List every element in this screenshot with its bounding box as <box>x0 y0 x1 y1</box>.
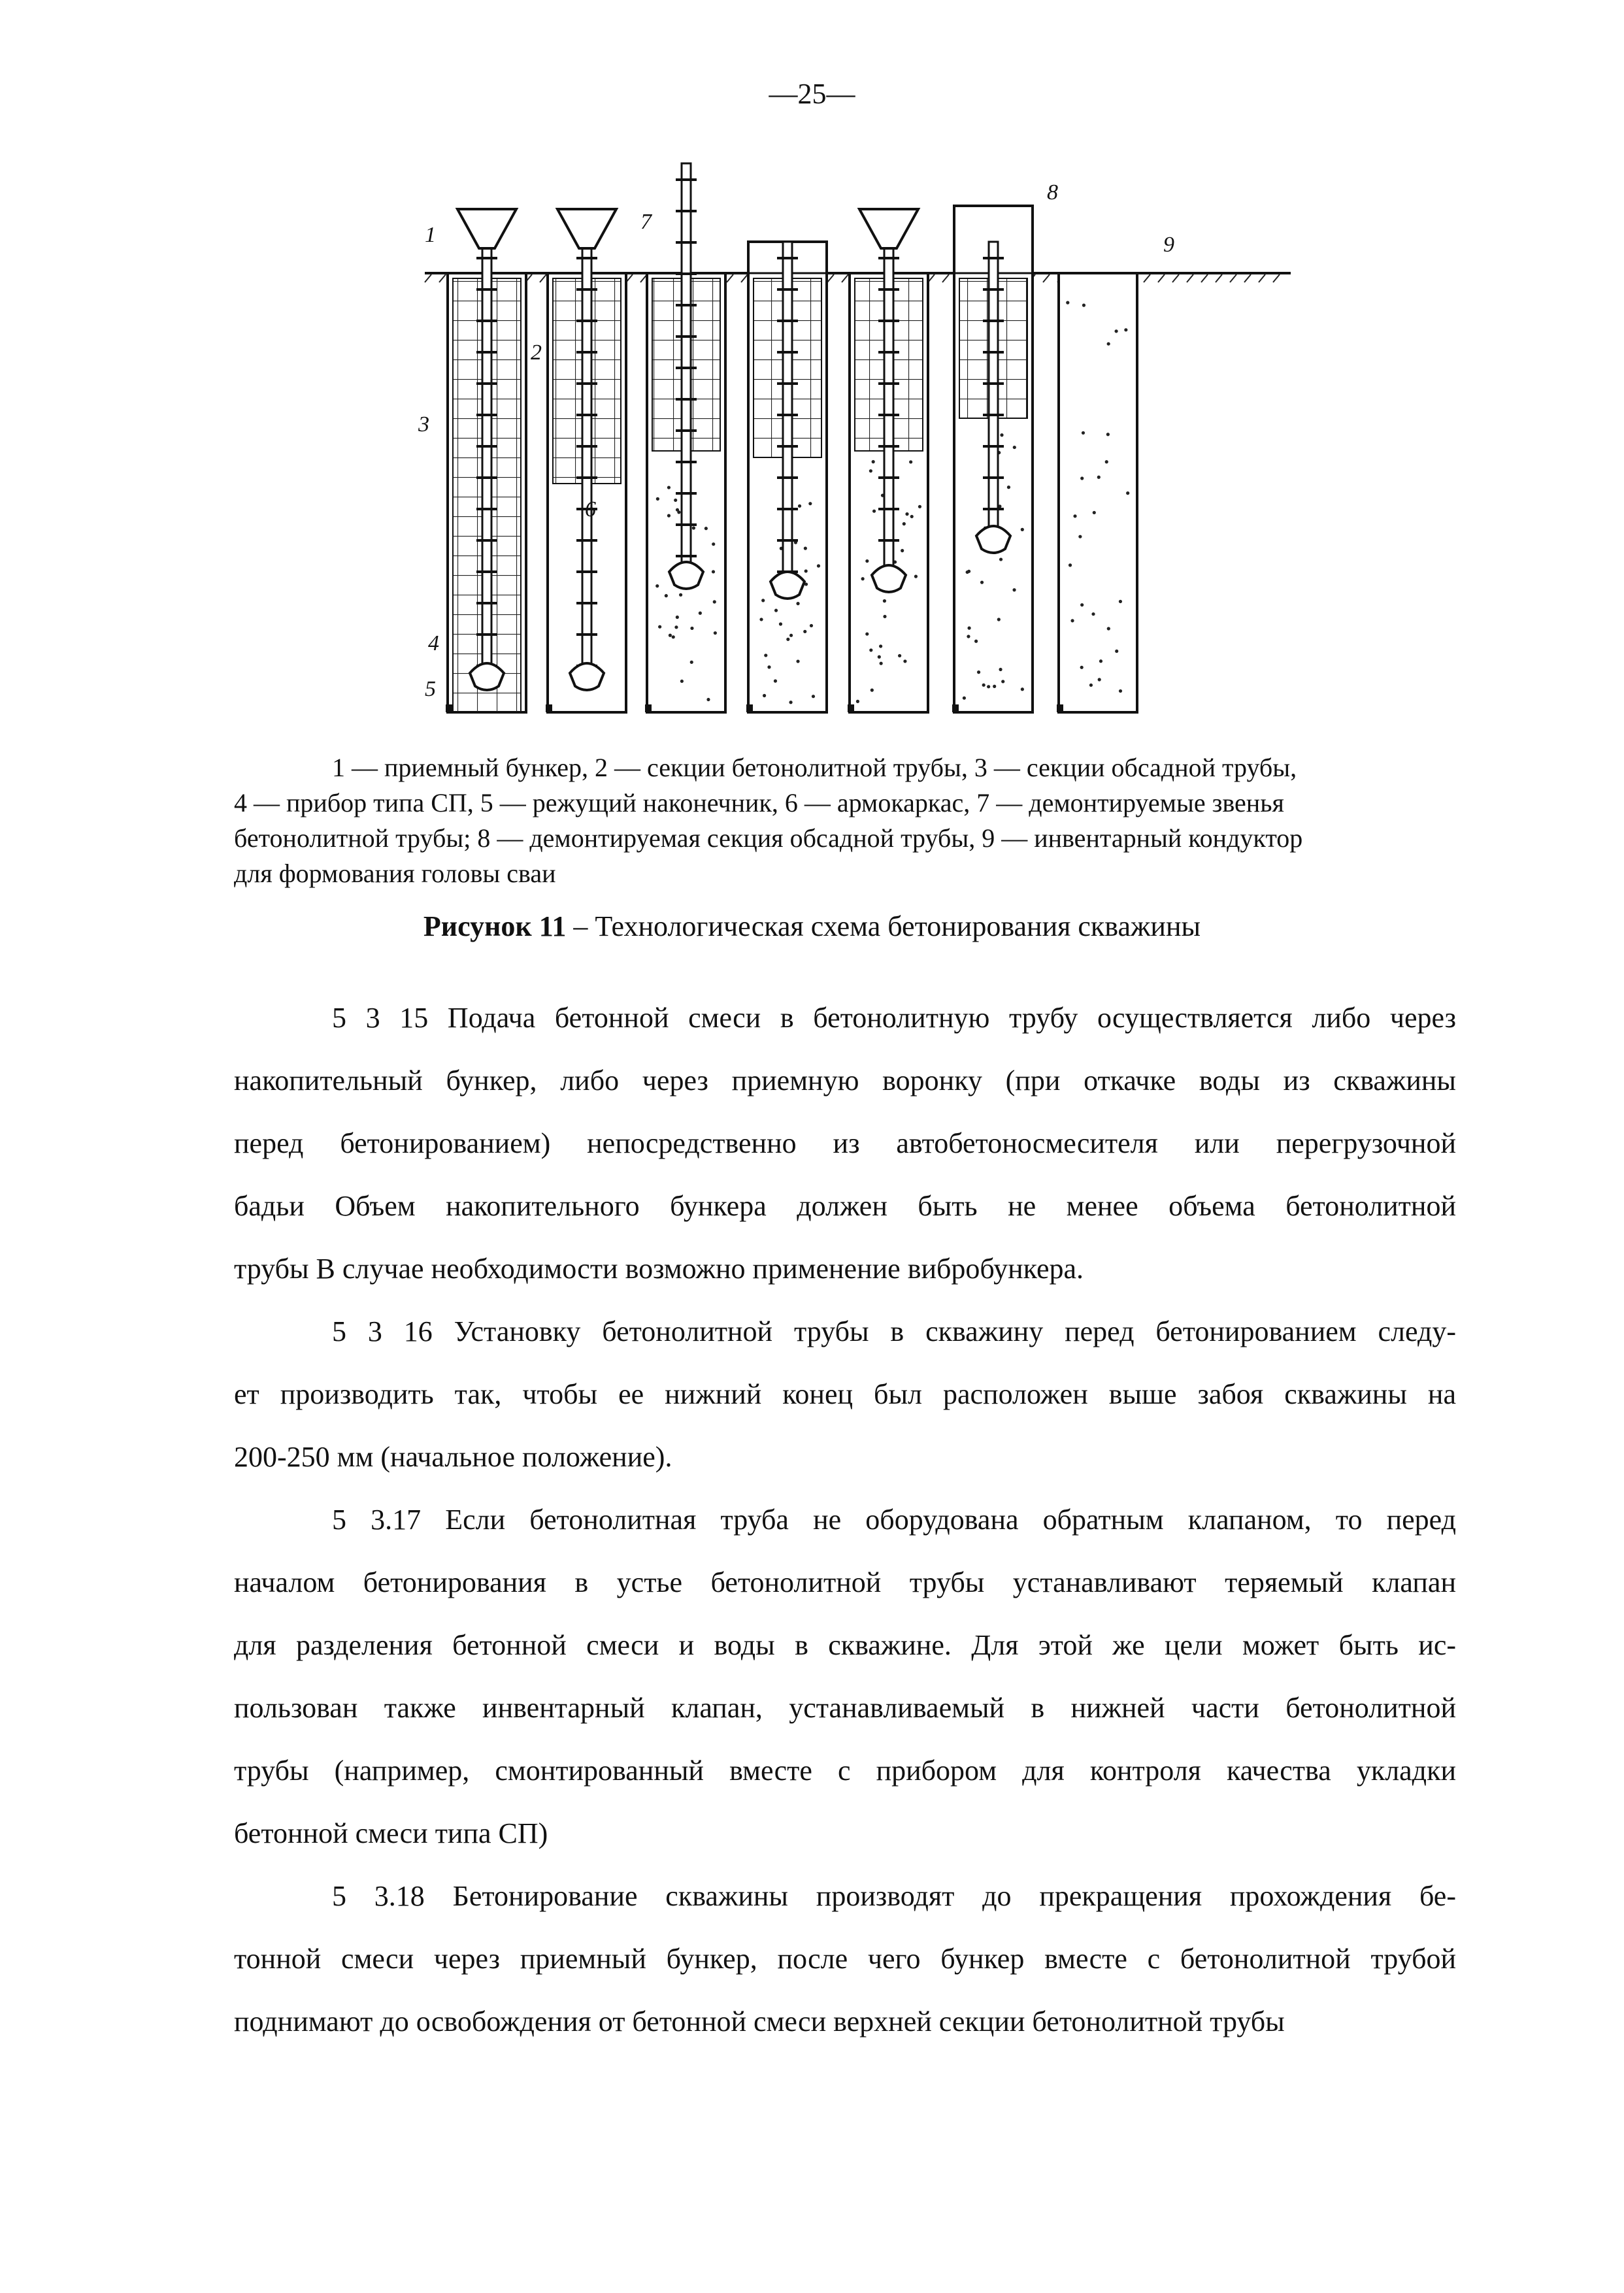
concrete-dot <box>967 570 970 573</box>
sp-device <box>570 663 604 690</box>
concrete-dot <box>898 654 901 657</box>
concrete-dot <box>1099 659 1102 663</box>
sp-device <box>771 572 804 599</box>
concrete-dot <box>967 635 970 638</box>
sp-device <box>872 565 906 592</box>
concrete-dot <box>880 662 883 665</box>
concrete-dot <box>1082 431 1085 435</box>
concrete-dot <box>1093 511 1096 514</box>
concrete-dot <box>796 602 799 605</box>
text-line: трубы В случае необходимости возможно применение вибробункера. <box>234 1253 1084 1285</box>
concrete-dot <box>856 700 859 703</box>
stage <box>1057 273 1137 712</box>
figure-legend <box>234 750 1456 891</box>
concrete-dot <box>997 618 1001 621</box>
legend-line: для формования головы сваи <box>234 859 556 888</box>
concrete-dot <box>1115 650 1118 653</box>
figure-concreting-scheme <box>418 144 1297 719</box>
sp-device <box>669 562 703 589</box>
text-line: пользован также инвентарный клапан, устанавливаемый в нижней части бетонолитной <box>234 1692 1456 1724</box>
tremie-pipe <box>989 242 998 536</box>
paragraph-5-3-16 <box>234 1300 1456 1489</box>
text-line: 5 3 15 Подача бетонной смеси в бетонолитную трубу осуществляется либо через <box>332 1002 1456 1034</box>
concrete-dot <box>963 697 966 700</box>
concrete-dot <box>680 680 684 683</box>
concrete-dot <box>1066 301 1069 304</box>
concrete-dot <box>667 514 671 518</box>
concrete-dot <box>883 599 886 602</box>
concrete-dot <box>1082 304 1085 307</box>
concrete-dot <box>903 659 906 663</box>
concrete-dot <box>1070 619 1074 622</box>
text-line: началом бетонирования в устье бетонолитной трубы устанавливают теряемый клапан <box>234 1566 1456 1598</box>
concrete-dot <box>764 653 767 657</box>
cutting-tip <box>952 704 959 712</box>
concrete-dot <box>1080 476 1084 480</box>
concrete-dot <box>909 460 912 463</box>
concrete-dot <box>1124 328 1127 331</box>
concrete-dot <box>1126 491 1129 495</box>
tremie-pipe <box>884 242 893 575</box>
hatch-stroke <box>1043 274 1050 282</box>
text-line: 200-250 мм (начальное положение). <box>234 1441 672 1473</box>
concrete-dot <box>914 575 918 578</box>
hatch-stroke <box>425 274 431 282</box>
concrete-dot <box>1073 514 1076 518</box>
hatch-stroke <box>1259 274 1265 282</box>
hatch-stroke <box>741 274 748 282</box>
concrete-dot <box>918 505 921 508</box>
hatch-stroke <box>1273 274 1280 282</box>
casing <box>1059 273 1137 712</box>
concrete-dot <box>706 698 710 701</box>
concrete-dot <box>870 689 874 692</box>
concrete-dot <box>774 680 777 683</box>
concrete-dot <box>1106 433 1110 436</box>
concrete-dot <box>676 616 679 619</box>
concrete-dot <box>967 627 970 630</box>
concrete-dot <box>714 631 717 635</box>
stage <box>746 242 827 712</box>
hatch-stroke <box>1216 274 1222 282</box>
concrete-dot <box>817 564 820 567</box>
concrete-dot <box>999 668 1002 671</box>
concrete-dot <box>1001 680 1004 683</box>
concrete-dot <box>1119 600 1122 603</box>
hatch-stroke <box>540 274 546 282</box>
concrete-dot <box>869 469 872 472</box>
concrete-dot <box>677 510 680 514</box>
concrete-dot <box>669 634 672 637</box>
caption-text: – Технологическая схема бетонирования скважины <box>566 910 1201 942</box>
tremie-pipe <box>582 242 591 673</box>
concrete-dot <box>812 695 815 698</box>
concrete-dot <box>786 638 789 641</box>
concrete-dot <box>690 627 693 630</box>
concrete-dot <box>1069 563 1072 567</box>
callout-label: 1 <box>425 223 436 247</box>
hatch-stroke <box>727 274 733 282</box>
concrete-dot <box>679 593 682 597</box>
concrete-dot <box>699 612 702 615</box>
concrete-dot <box>674 625 678 629</box>
concrete-dot <box>712 570 715 573</box>
hatch-stroke <box>439 274 446 282</box>
concrete-dot <box>796 659 799 663</box>
legend-line: 1 — приемный бункер, 2 — секции бетонолитной трубы, 3 — секции обсадной трубы, <box>332 753 1297 782</box>
concrete-dot <box>808 502 812 505</box>
callout-label: 5 <box>425 677 436 701</box>
callout-label: 8 <box>1047 180 1058 205</box>
tremie-pipe <box>783 242 792 582</box>
hatch-stroke <box>1158 274 1165 282</box>
cutting-tip <box>546 704 552 712</box>
concrete-dot <box>903 522 906 525</box>
concrete-dot <box>674 499 677 502</box>
concrete-dot <box>993 685 996 688</box>
page-number: —25— <box>769 78 855 110</box>
paragraph-5-3-15 <box>234 987 1456 1300</box>
sp-device <box>976 526 1010 553</box>
concrete-dot <box>1114 329 1118 333</box>
concrete-dot <box>672 635 675 638</box>
concrete-dot <box>982 684 986 687</box>
sp-device <box>470 663 504 690</box>
text-line: трубы (например, смонтированный вместе с прибором для контроля качества укладки <box>234 1755 1456 1787</box>
stages <box>446 163 1137 712</box>
hatch-stroke <box>1230 274 1236 282</box>
concrete-dot <box>1119 689 1122 693</box>
legend-line: бетонолитной трубы; 8 — демонтируемая секция обсадной трубы, 9 — инвентарный кондуктор <box>234 823 1303 853</box>
concrete-dot <box>774 609 778 612</box>
concrete-dot <box>861 577 865 580</box>
hatch-stroke <box>827 274 834 282</box>
cutting-tip <box>446 704 452 712</box>
concrete-dot <box>789 634 793 637</box>
concrete-dot <box>767 665 771 668</box>
cutting-tip <box>1057 704 1063 712</box>
concrete-dot <box>692 526 695 529</box>
text-line: перед бетонированием) непосредственно из автобетоносмесителя или перегрузочной <box>234 1127 1456 1159</box>
cutting-tip <box>848 704 854 712</box>
legend-line: 4 — прибор типа СП, 5 — режущий наконечник, 6 — армокаркас, 7 — демонтируемые звенья <box>234 788 1284 817</box>
hatch-stroke <box>1172 274 1179 282</box>
concrete-dot <box>1097 476 1101 479</box>
callout-label: 6 <box>585 497 596 521</box>
stage <box>848 209 928 712</box>
concrete-dot <box>1012 588 1016 591</box>
text-line: 5 3 16 Установку бетонолитной трубы в скважину перед бетонированием следу- <box>332 1315 1456 1347</box>
paragraph-5-3-17 <box>234 1489 1456 1865</box>
stage <box>645 163 725 712</box>
concrete-dot <box>1021 687 1024 691</box>
hopper-funnel <box>557 209 616 248</box>
concrete-dot <box>974 640 978 643</box>
concrete-dot <box>658 625 661 629</box>
concrete-dot <box>690 661 693 664</box>
concrete-dot <box>804 569 808 572</box>
hopper-funnel <box>457 209 516 248</box>
text-line: тонной смеси через приемный бункер, после чего бункер вместе с бетонолитной трубой <box>234 1943 1456 1975</box>
concrete-dot <box>810 624 813 627</box>
concrete-dot <box>901 549 904 552</box>
concrete-dot <box>665 594 668 597</box>
concrete-dot <box>872 460 875 463</box>
concrete-dot <box>656 497 659 501</box>
concrete-dot <box>763 694 766 697</box>
concrete-dot <box>1105 460 1108 463</box>
concrete-dot <box>667 486 671 489</box>
concrete-dot <box>1089 684 1093 687</box>
concrete-dot <box>1080 666 1084 669</box>
concrete-dot <box>878 655 881 659</box>
figure-caption <box>0 910 1624 943</box>
concrete-dot <box>779 622 782 625</box>
concrete-dot <box>879 644 882 648</box>
concrete-dot <box>1078 535 1082 538</box>
concrete-dot <box>759 618 763 621</box>
concrete-dot <box>1098 678 1101 681</box>
stage <box>952 206 1033 712</box>
concrete-dot <box>1007 486 1010 489</box>
text-line: 5 3.17 Если бетонолитная труба не оборудована обратным клапаном, то перед <box>332 1504 1456 1536</box>
concrete-dot <box>872 510 876 513</box>
concrete-dot <box>865 633 869 636</box>
concrete-dot <box>1107 342 1110 346</box>
concrete-dot <box>1000 433 1003 437</box>
hatch-stroke <box>942 274 949 282</box>
concrete-dot <box>704 527 708 530</box>
concrete-dot <box>803 630 806 633</box>
hopper-funnel <box>859 209 918 248</box>
stage <box>446 209 526 712</box>
text-line: бадьи Объем накопительного бункера должен быть не менее объема бетонолитной <box>234 1190 1456 1222</box>
caption-label: Рисунок 11 <box>423 910 567 942</box>
cutting-tip <box>746 704 753 712</box>
concrete-dot <box>999 557 1003 561</box>
text-line: поднимают до освобождения от бетонной смеси верхней секции бетонолитной трубы <box>234 2005 1285 2037</box>
concrete-dot <box>910 515 914 518</box>
concrete-dot <box>883 615 886 618</box>
concrete-dot <box>1091 612 1095 616</box>
concrete-dot <box>869 648 872 652</box>
concrete-dot <box>1080 603 1084 606</box>
text-line: для разделения бетонной смеси и воды в скважине. Для этой же цели может быть ис- <box>234 1629 1456 1661</box>
concrete-dot <box>798 504 801 508</box>
concrete-dot <box>977 670 980 674</box>
concrete-dot <box>761 599 765 602</box>
concrete-dot <box>1013 446 1016 449</box>
concrete-dot <box>655 584 659 587</box>
hatch-stroke <box>1144 274 1150 282</box>
concrete-dot <box>789 701 792 704</box>
concrete-dot <box>905 512 908 516</box>
callout-label: 7 <box>640 210 652 234</box>
text-line: 5 3.18 Бетонирование скважины производят до прекращения прохождения бе- <box>332 1880 1456 1912</box>
stage <box>546 209 626 712</box>
concrete-dot <box>865 559 869 563</box>
hatch-stroke <box>1201 274 1208 282</box>
concrete-dot <box>1107 627 1110 630</box>
concrete-dot <box>712 542 715 546</box>
concrete-dot <box>1021 528 1024 531</box>
cutting-tip <box>645 704 652 712</box>
text-line: накопительный бункер, либо через приемную воронку (при откачке воды из скважины <box>234 1064 1456 1097</box>
hatch-stroke <box>1244 274 1251 282</box>
callout-label: 2 <box>531 340 542 365</box>
hatch-stroke <box>842 274 848 282</box>
figure-drawing <box>418 144 1297 719</box>
concrete-dot <box>804 547 807 550</box>
text-line: ет производить так, чтобы ее нижний конец был расположен выше забоя скважины на <box>234 1378 1456 1410</box>
concrete-dot <box>987 685 990 688</box>
tremie-pipe <box>482 242 491 673</box>
callout-label: 9 <box>1163 233 1174 257</box>
hatch-stroke <box>1187 274 1193 282</box>
concrete-dot <box>980 581 984 584</box>
callout-label: 4 <box>428 631 439 655</box>
concrete-dot <box>713 600 716 603</box>
text-line: бетонной смеси типа СП) <box>234 1817 548 1849</box>
paragraph-5-3-18 <box>234 1865 1456 2053</box>
callout-label: 3 <box>418 412 429 437</box>
